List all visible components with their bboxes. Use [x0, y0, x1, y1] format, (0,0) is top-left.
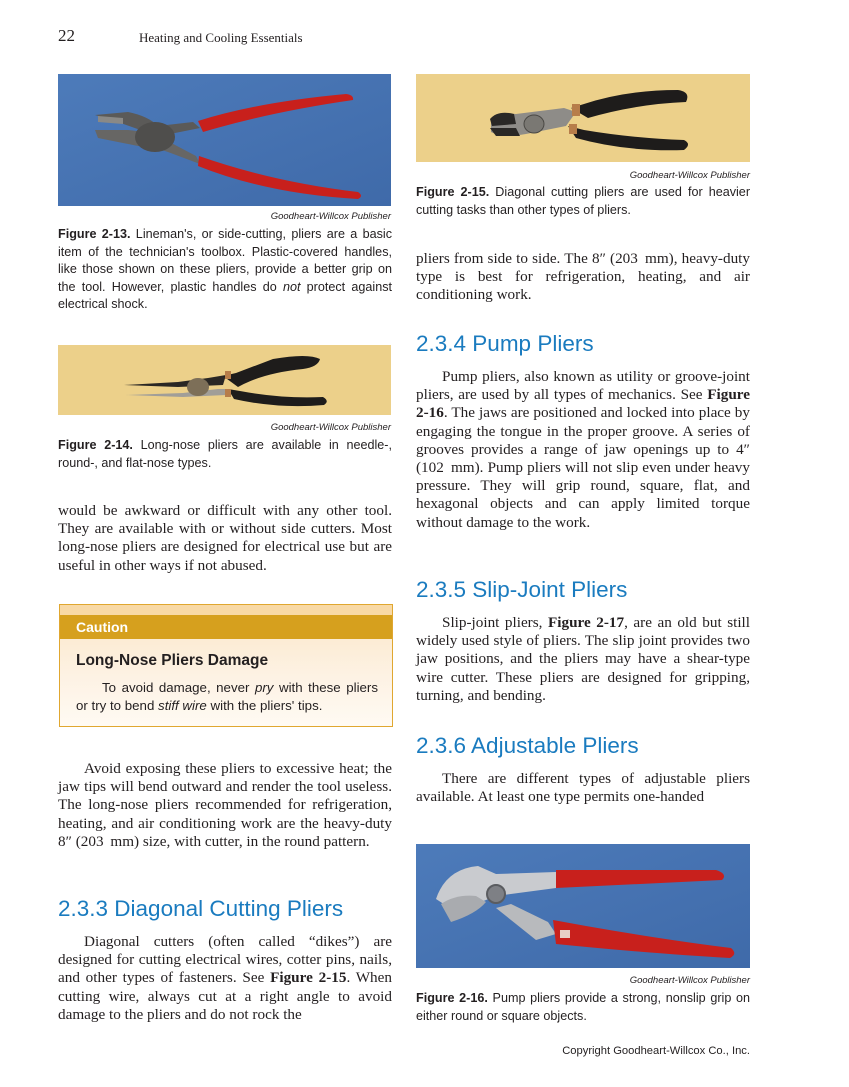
figure-2-13-credit: Goodheart-Willcox Publisher	[270, 211, 391, 222]
figure-2-13-caption: Figure 2-13. Lineman's, or side-cutting, pliers are a basic item of the technician's toolbox. Plastic-covered handles, like those shown on these pliers, provide a better grip on the tool. However, plastic handles do not protect against electrical shock.	[58, 227, 392, 312]
figure-2-16-caption: Figure 2-16. Pump pliers provide a strong, nonslip grip on either round or square objects.	[416, 991, 751, 1023]
figure-2-16-label: Figure 2-16.	[416, 991, 488, 1005]
figure-2-16-photo	[416, 844, 750, 968]
figure-reference: Figure 2-15	[270, 969, 347, 987]
figure-2-15-photo	[416, 74, 750, 162]
lineman-pliers-image	[58, 74, 391, 206]
diagonal-paragraph-continued: pliers from side to side. The 8″ (203 mm), heavy-duty type is best for refrigeration, heating, and air conditioning work.	[416, 250, 750, 304]
caution-top-strip	[60, 605, 392, 615]
adjustable-pliers-paragraph: There are different types of adjustable pliers available. At least one type permits one-handed	[416, 770, 750, 806]
figure-2-16-credit: Goodheart-Willcox Publisher	[629, 975, 750, 986]
section-heading-2-3-5: 2.3.5 Slip-Joint Pliers	[416, 577, 628, 602]
figure-2-14-photo	[58, 345, 391, 415]
heat-paragraph: Avoid exposing these pliers to excessive heat; the jaw tips will bend outward and render the tool useless. The long-nose pliers recommended for refrigeration, heating, and air conditioning work are the heavy-duty 8″ (203 mm) size, with cutter, in the round pattern.	[58, 760, 392, 850]
running-head: Heating and Cooling Essentials	[139, 30, 303, 45]
figure-2-14-label: Figure 2-14.	[58, 438, 133, 452]
diagonal-cutting-paragraph: Diagonal cutters (often called “dikes”) are designed for cutting electrical wires, cotter pins, nails, and other types of fasteners. See Figure 2-15. When cutting wire, always cut at a right angle to avoid damage to the pliers and do not rock the	[58, 933, 392, 1023]
figure-2-13-photo	[58, 74, 391, 206]
caution-label: Caution	[76, 619, 129, 635]
caution-header-bar	[60, 615, 392, 639]
figure-2-13-label: Figure 2-13.	[58, 227, 131, 241]
emphasis: not	[282, 279, 301, 294]
figure-reference: Figure 2-17	[547, 614, 625, 631]
figure-2-15-label: Figure 2-15.	[416, 185, 490, 199]
long-nose-pliers-image	[58, 345, 391, 415]
figure-2-15-caption: Figure 2-15. Diagonal cutting pliers are used for heavier cutting tasks than other types of pliers.	[416, 185, 751, 217]
diagonal-cutting-pliers-image	[416, 74, 750, 162]
caution-box	[59, 604, 393, 727]
slip-joint-paragraph: Slip-joint pliers, Figure 2-17, are an old but still widely used style of pliers. The slip joint provides two jaw positions, and the pliers may have a shear-type wire cutter. These pliers are designed for gripping, turning, and bending.	[416, 614, 750, 704]
pump-pliers-paragraph: Pump pliers, also known as utility or groove-joint pliers, are used by all types of mechanics. See Figure 2-16. The jaws are positioned and locked into place by engaging the tongue in the proper groove. A series of grooves provides a range of jaw openings up to 4″ (102 mm). Pump pliers will not slip even under heavy pressure. They will grip round, square, flat, and hexagonal objects and can apply limited torque without damage to the work.	[416, 368, 750, 531]
caution-title: Long-Nose Pliers Damage	[76, 652, 269, 669]
page-number: 22	[58, 26, 75, 45]
section-heading-2-3-4: 2.3.4 Pump Pliers	[416, 331, 594, 356]
figure-2-14-credit: Goodheart-Willcox Publisher	[270, 422, 391, 433]
figure-2-15-credit: Goodheart-Willcox Publisher	[629, 170, 750, 181]
figure-reference: Figure 2-16	[416, 386, 750, 422]
section-heading-2-3-6: 2.3.6 Adjustable Pliers	[416, 733, 639, 758]
figure-2-14-caption: Figure 2-14. Long-nose pliers are available in needle-, round-, and flat-nose types.	[58, 438, 392, 470]
pump-pliers-image	[416, 844, 750, 968]
caution-text: To avoid damage, never pry with these pliers or try to bend stiff wire with the pliers' tips.	[76, 680, 378, 713]
section-heading-2-3-3: 2.3.3 Diagonal Cutting Pliers	[58, 896, 344, 921]
long-nose-paragraph-continued: would be awkward or difficult with any other tool. They are available with or without side cutters. Most long-nose pliers are designed for electrical use but are useful in other ways if not abused.	[58, 502, 392, 574]
copyright-notice: Copyright Goodheart-Willcox Co., Inc.	[562, 1045, 750, 1057]
